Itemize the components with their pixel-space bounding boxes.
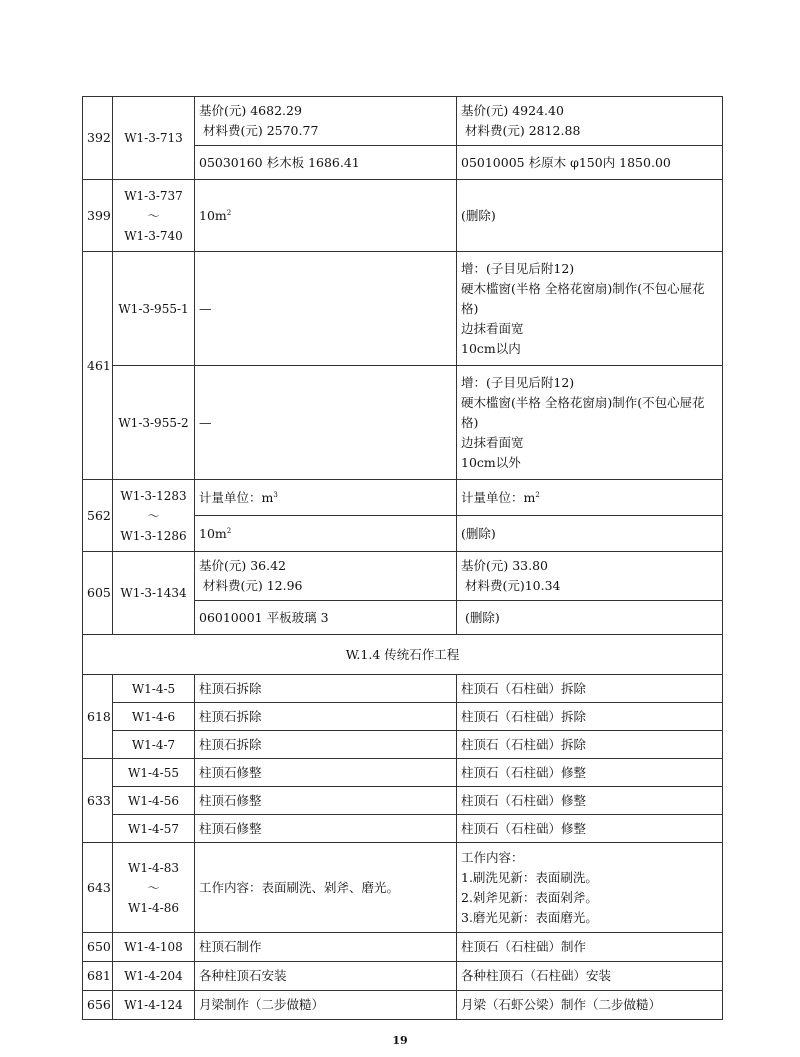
new-text	[457, 552, 723, 601]
row-number: 656	[83, 991, 113, 1020]
new-text: (删除)	[457, 516, 723, 552]
item-code: W1-3-955-2	[113, 366, 195, 480]
table-row	[83, 97, 723, 146]
new-text	[457, 97, 723, 146]
table-row	[83, 480, 723, 516]
item-code: W1-3-1283 ～ W1-3-1286	[113, 480, 195, 552]
old-text	[195, 180, 457, 252]
table-row	[83, 252, 723, 366]
new-text: 柱顶石（石柱础）拆除	[457, 731, 723, 759]
row-number: 633	[83, 759, 113, 843]
section-row	[83, 635, 723, 675]
new-text: 柱顶石（石柱础）拆除	[457, 675, 723, 703]
item-code: W1-4-55	[113, 759, 195, 787]
table-row	[83, 991, 723, 1020]
unit-exponent: 2	[535, 490, 540, 499]
new-text	[457, 480, 723, 516]
row-number: 392	[83, 97, 113, 180]
old-material: 材料费(元) 12.96	[199, 578, 303, 593]
row-number: 643	[83, 843, 113, 933]
table-row	[83, 731, 723, 759]
old-text: 柱顶石拆除	[195, 703, 457, 731]
table-row	[83, 366, 723, 480]
item-code: W1-3-1434	[113, 552, 195, 635]
old-text: 各种柱顶石安装	[195, 962, 457, 991]
unit-label: 计量单位：m	[461, 489, 536, 505]
item-code: W1-4-5	[113, 675, 195, 703]
new-material: 材料费(元)10.34	[461, 578, 561, 593]
unit-exponent: 2	[226, 526, 232, 535]
new-material: 材料费(元) 2812.88	[461, 123, 581, 138]
new-text: (删除)	[457, 180, 723, 252]
section-title: W.1.4 传统石作工程	[83, 635, 723, 675]
unit-label: 计量单位：m	[199, 489, 274, 505]
old-text: 柱顶石制作	[195, 933, 457, 962]
old-price: 基价(元) 4682.29	[199, 103, 302, 118]
new-text: (删除)	[457, 601, 723, 635]
old-text	[195, 97, 457, 146]
old-text: 工作内容：表面刷洗、剁斧、磨光。	[195, 843, 457, 933]
item-code: W1-4-124	[113, 991, 195, 1020]
item-code: W1-4-204	[113, 962, 195, 991]
table-row	[83, 933, 723, 962]
old-material: 材料费(元) 2570.77	[199, 123, 319, 138]
table-row	[83, 962, 723, 991]
new-price: 基价(元) 4924.40	[461, 103, 564, 118]
item-code: W1-4-57	[113, 815, 195, 843]
new-text: 柱顶石（石柱础）修整	[457, 815, 723, 843]
item-code: W1-4-7	[113, 731, 195, 759]
item-code: W1-4-56	[113, 787, 195, 815]
item-code: W1-4-83 ～ W1-4-86	[113, 843, 195, 933]
new-text: 柱顶石（石柱础）修整	[457, 787, 723, 815]
item-code: W1-3-955-1	[113, 252, 195, 366]
old-text: 柱顶石修整	[195, 815, 457, 843]
unit-exponent: 3	[273, 490, 278, 499]
old-text: 月梁制作（二步做糙）	[195, 991, 457, 1020]
revision-table	[82, 96, 723, 1020]
table-row	[83, 815, 723, 843]
table-row	[83, 180, 723, 252]
row-number: 605	[83, 552, 113, 635]
table-row	[83, 703, 723, 731]
page-number: 19	[392, 1034, 408, 1047]
item-code: W1-4-6	[113, 703, 195, 731]
new-text: 05010005 杉原木 φ150内 1850.00	[457, 146, 723, 180]
unit-text: 10m	[199, 207, 227, 223]
old-text: 05030160 杉木板 1686.41	[195, 146, 457, 180]
item-code: W1-4-108	[113, 933, 195, 962]
new-text: 增：(子目见后附12) 硬木槛窗(半格 全格花窗扇)制作(不包心屉花格) 边抹看面宽 10cm以内	[457, 252, 723, 366]
new-text: 柱顶石（石柱础）拆除	[457, 703, 723, 731]
table-row	[83, 843, 723, 933]
row-number: 650	[83, 933, 113, 962]
old-text: 柱顶石拆除	[195, 731, 457, 759]
row-number: 618	[83, 675, 113, 759]
old-price: 基价(元) 36.42	[199, 558, 287, 573]
old-text: 06010001 平板玻璃 3	[195, 601, 457, 635]
old-text: —	[195, 252, 457, 366]
old-text	[195, 552, 457, 601]
table-row	[83, 552, 723, 601]
old-text: —	[195, 366, 457, 480]
new-text: 各种柱顶石（石柱础）安装	[457, 962, 723, 991]
item-code: W1-3-713	[113, 97, 195, 180]
new-text: 柱顶石（石柱础）修整	[457, 759, 723, 787]
new-text: 工作内容： 1.刷洗见新：表面刷洗。 2.剁斧见新：表面剁斧。 3.磨光见新：表面磨光。	[457, 843, 723, 933]
old-text	[195, 516, 457, 552]
row-number: 681	[83, 962, 113, 991]
row-number: 399	[83, 180, 113, 252]
table-row	[83, 759, 723, 787]
new-price: 基价(元) 33.80	[461, 558, 549, 573]
unit-text: 10m	[199, 525, 227, 541]
new-text: 月梁（石虾公梁）制作（二步做糙）	[457, 991, 723, 1020]
item-code: W1-3-737 ～ W1-3-740	[113, 180, 195, 252]
new-text: 柱顶石（石柱础）制作	[457, 933, 723, 962]
old-text: 柱顶石拆除	[195, 675, 457, 703]
unit-exponent: 2	[226, 208, 232, 217]
row-number: 562	[83, 480, 113, 552]
new-text: 增：(子目见后附12) 硬木槛窗(半格 全格花窗扇)制作(不包心屉花格) 边抹看面宽 10cm以外	[457, 366, 723, 480]
old-text: 柱顶石修整	[195, 787, 457, 815]
table-row	[83, 675, 723, 703]
old-text	[195, 480, 457, 516]
old-text: 柱顶石修整	[195, 759, 457, 787]
row-number: 461	[83, 252, 113, 480]
table-row	[83, 787, 723, 815]
